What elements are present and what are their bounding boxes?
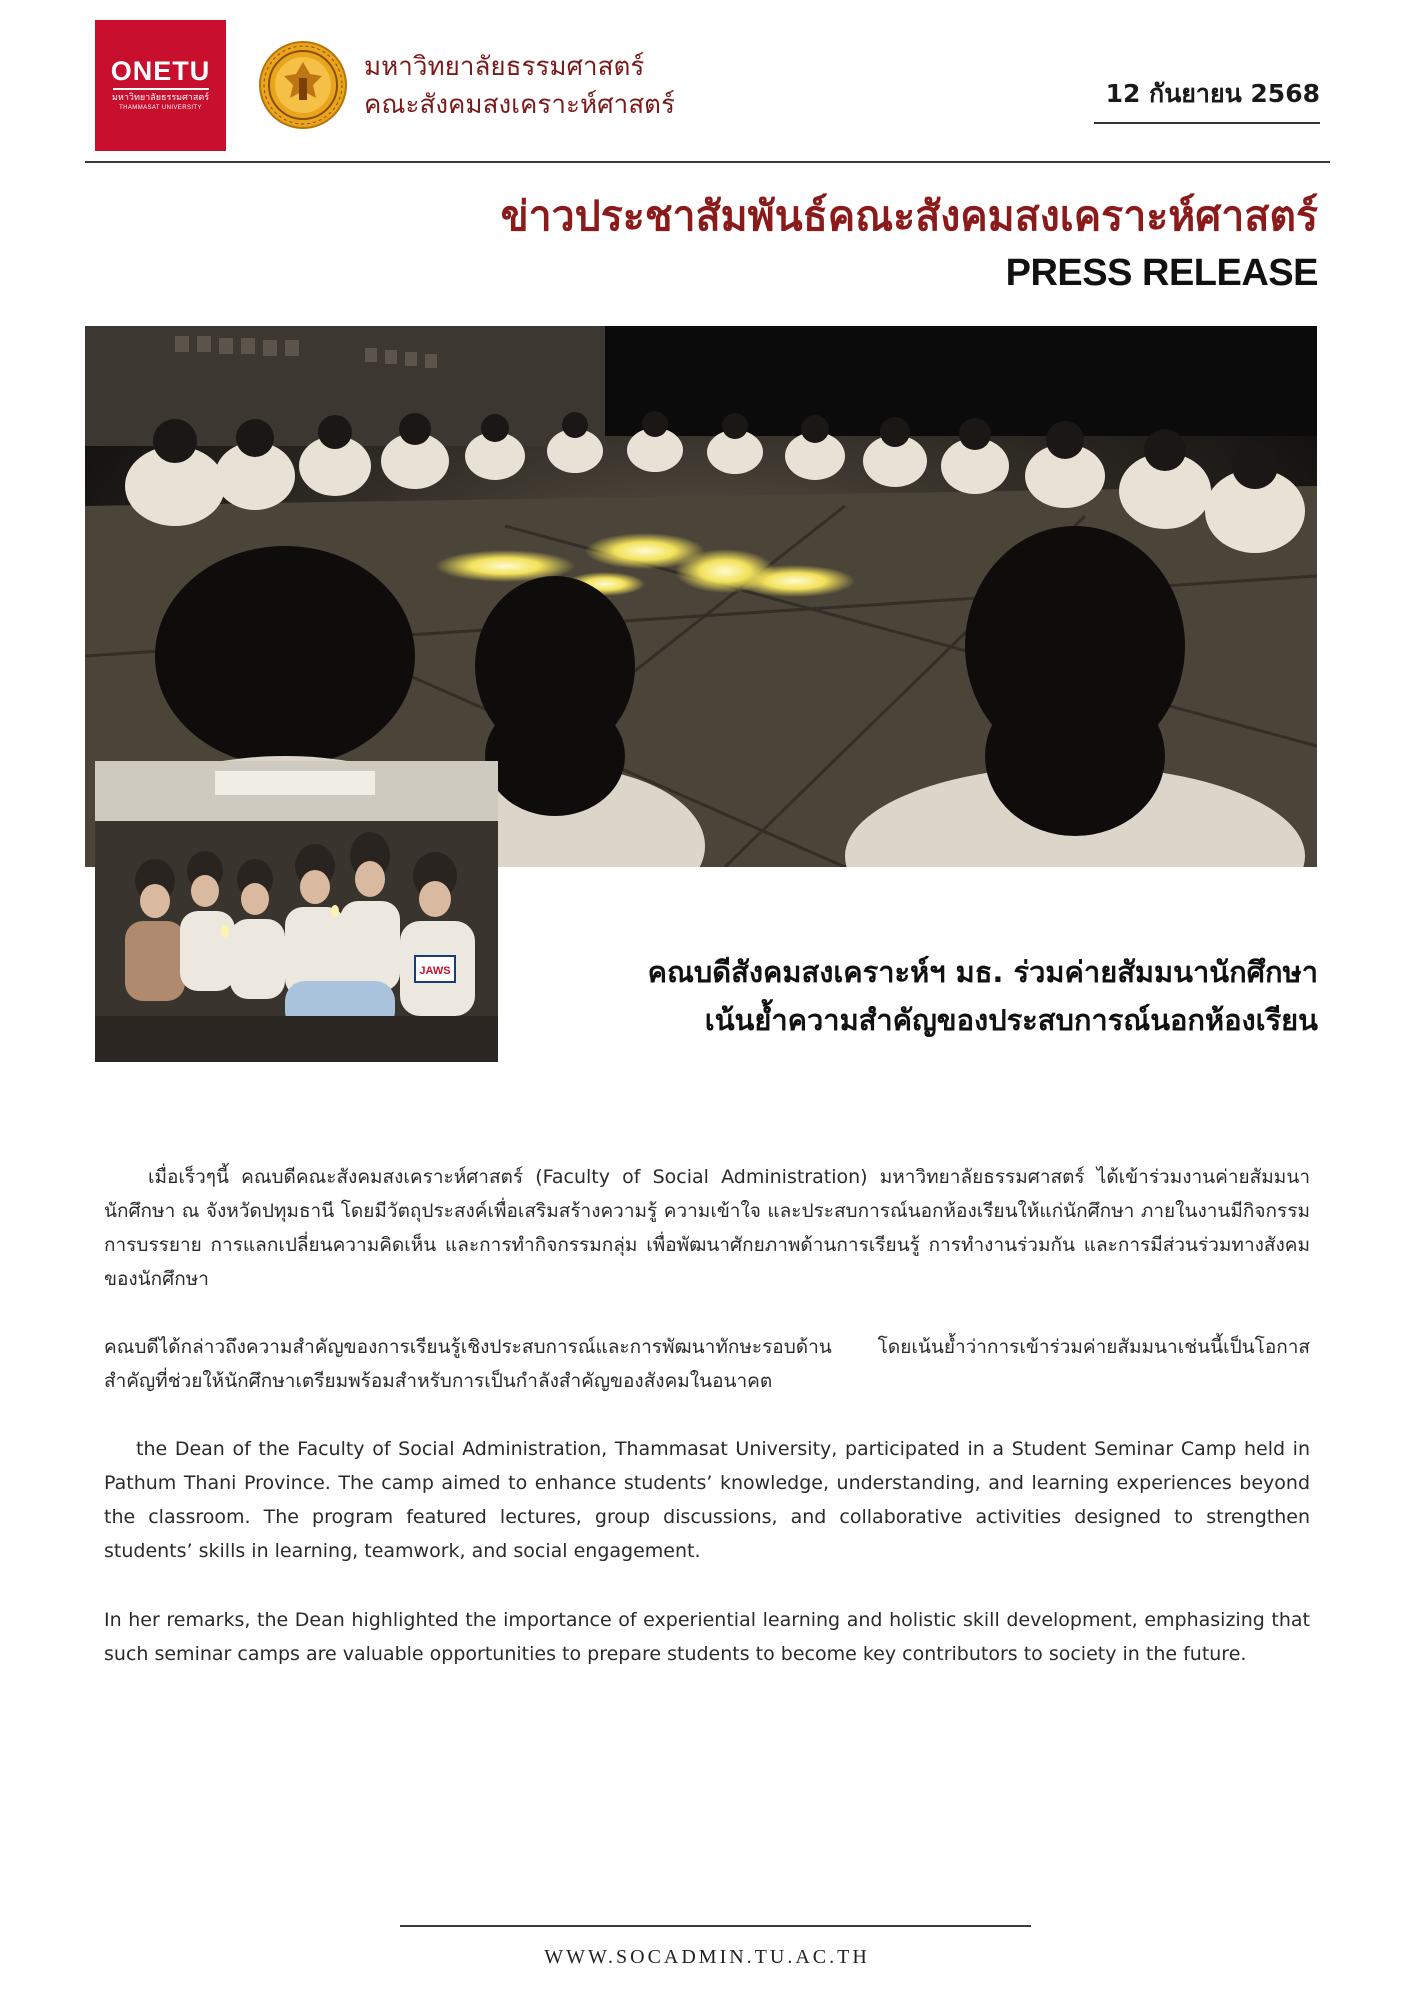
institution-name bbox=[364, 48, 675, 124]
footer-website: WWW.SOCADMIN.TU.AC.TH bbox=[544, 1946, 870, 1968]
body-paragraph-thai-2: คณบดีได้กล่าวถึงความสำคัญของการเรียนรู้เชิงประสบการณ์และการพัฒนาทักษะรอบด้าน โดยเน้นย้ำว่าการเข้าร่วมค่ายสัมมนาเช่นนี้เป็นโอกาสสำคัญที่ช่วยให้นักศึกษาเตรียมพร้อมสำหรับการเป็นกำลังสำคัญของสังคมในอนาคต bbox=[104, 1336, 1310, 1392]
onetu-logo-text: ONETU bbox=[110, 56, 211, 86]
headline-line-1: คณบดีสังคมสงเคราะห์ฯ มธ. ร่วมค่ายสัมมนานักศึกษา bbox=[647, 955, 1318, 989]
body-paragraph-english-2: In her remarks, the Dean highlighted the importance of experiential learning and holistic skill development, emphasizing that such seminar camps are valuable opportunities to prepare students to become key contributors to society in the future. bbox=[104, 1609, 1310, 1665]
footer-divider bbox=[400, 1925, 1031, 1927]
headline-line-2: เน้นย้ำความสำคัญของประสบการณ์นอกห้องเรียน bbox=[704, 1003, 1318, 1037]
body-paragraph-thai-1: เมื่อเร็วๆนี้ คณบดีคณะสังคมสงเคราะห์ศาสตร์ (Faculty of Social Administration) มหาวิทยาลัยธรรมศาสตร์ ได้เข้าร่วมงานค่ายสัมมนานักศึกษา ณ จังหวัดปทุมธานี โดยมีวัตถุประสงค์เพื่อเสริมสร้างความรู้ ความเข้าใจ และประสบการณ์นอกห้องเรียนให้แก่นักศึกษา ภายในงานมีกิจกรรมการบรรยาย การแลกเปลี่ยนความคิดเห็น และการทำกิจกรรมกลุ่ม เพื่อพัฒนาศักยภาพด้านการเรียนรู้ การทำงานร่วมกัน และการมีส่วนร่วมทางสังคมของนักศึกษา bbox=[104, 1166, 1310, 1290]
page-title-thai: ข่าวประชาสัมพันธ์คณะสังคมสงเคราะห์ศาสตร์ bbox=[500, 192, 1318, 240]
release-date: 12 กันยายน 2568 bbox=[1094, 74, 1320, 124]
faculty-name: คณะสังคมสงเคราะห์ศาสตร์ bbox=[364, 90, 675, 120]
page-title-english: PRESS RELEASE bbox=[1005, 252, 1318, 294]
body-paragraph-english-1: the Dean of the Faculty of Social Administration, Thammasat University, participated in a Student Seminar Camp held in Pathum Thani Province. The camp aimed to enhance students’ knowledge, understanding, and learning experiences beyond the classroom. The program featured lectures, group discussions, and collaborative activities designed to strengthen students’ skills in learning, teamwork, and social engagement. bbox=[104, 1438, 1310, 1562]
header-divider bbox=[85, 161, 1330, 163]
thammasat-seal-icon bbox=[258, 40, 348, 130]
students-group-photo bbox=[95, 761, 498, 1062]
onetu-logo bbox=[95, 20, 226, 151]
news-headline bbox=[558, 948, 1318, 1044]
onetu-logo-sub-en: THAMMASAT UNIVERSITY bbox=[119, 105, 202, 111]
university-name: มหาวิทยาลัยธรรมศาสตร์ bbox=[364, 52, 645, 82]
logo-divider bbox=[113, 88, 209, 90]
onetu-logo-sub-th: มหาวิทยาลัยธรรมศาสตร์ bbox=[111, 93, 210, 103]
inset-badge-text: JAWS bbox=[419, 965, 451, 977]
